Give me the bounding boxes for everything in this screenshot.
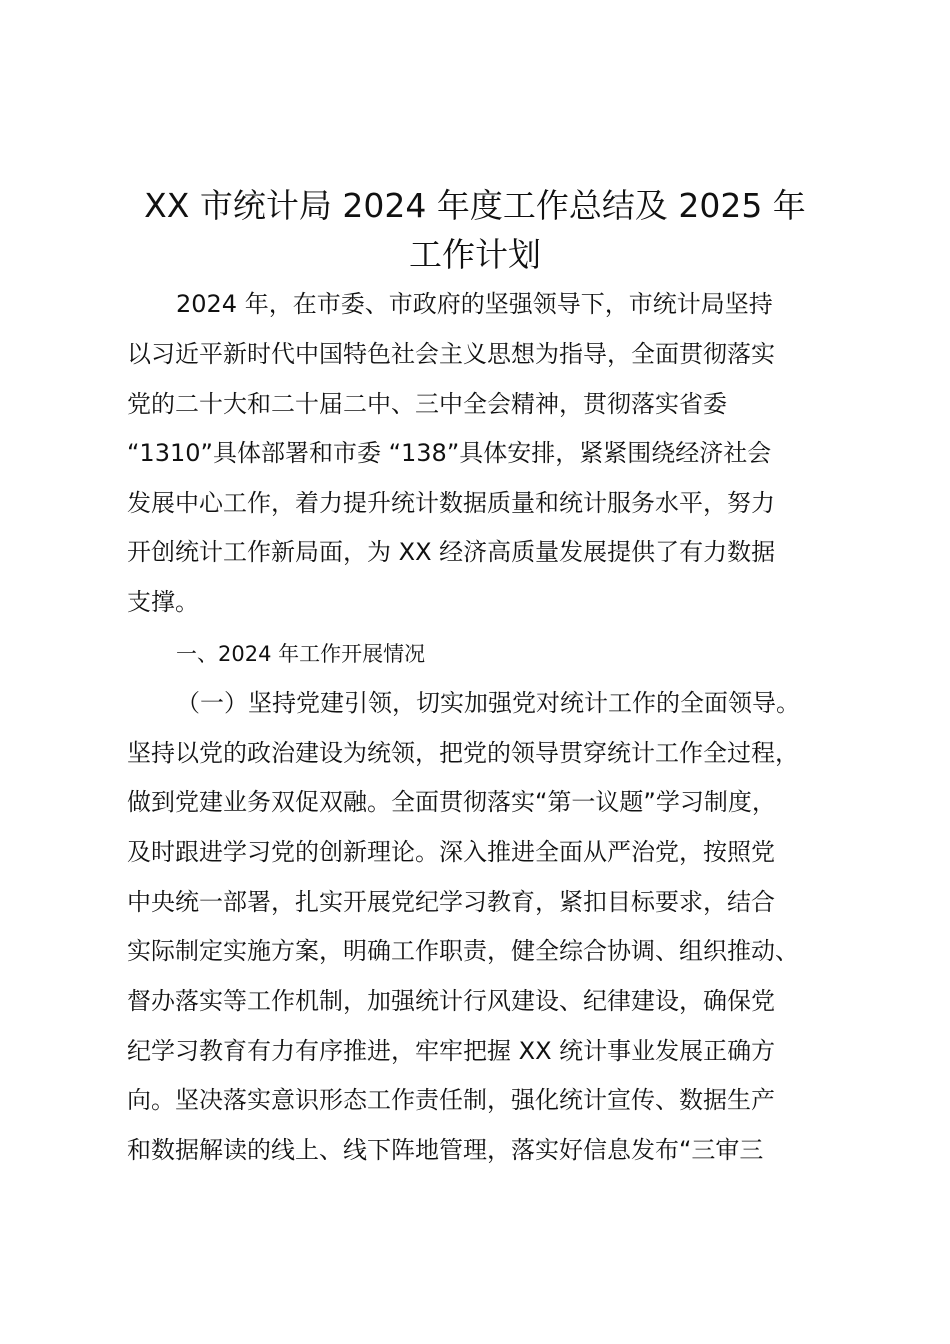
intro-line-6: 开创统计工作新局面，为 XX 经济高质量发展提供了有力数据 xyxy=(127,538,776,566)
subsection-line-10: 和数据解读的线上、线下阵地管理，落实好信息发布“三审三 xyxy=(127,1136,764,1164)
document-title-line-1: XX 市统计局 2024 年度工作总结及 2025 年 xyxy=(144,186,806,225)
document-title-line-2: 工作计划 xyxy=(409,235,541,274)
intro-line-5: 发展中心工作，着力提升统计数据质量和统计服务水平，努力 xyxy=(127,489,775,517)
intro-line-4: “1310”具体部署和市委 “138”具体安排，紧紧围绕经济社会 xyxy=(127,439,772,467)
intro-line-1: 2024 年，在市委、市政府的坚强领导下，市统计局坚持 xyxy=(176,290,773,318)
intro-line-2: 以习近平新时代中国特色社会主义思想为指导，全面贯彻落实 xyxy=(127,340,775,368)
subsection-line-1: （一）坚持党建引领，切实加强党对统计工作的全面领导。 xyxy=(176,689,800,717)
subsection-line-6: 实际制定实施方案，明确工作职责，健全综合协调、组织推动、 xyxy=(127,937,799,965)
subsection-line-9: 向。坚决落实意识形态工作责任制，强化统计宣传、数据生产 xyxy=(127,1086,775,1114)
subsection-line-7: 督办落实等工作机制，加强统计行风建设、纪律建设，确保党 xyxy=(127,987,775,1015)
subsection-line-5: 中央统一部署，扎实开展党纪学习教育，紧扣目标要求，结合 xyxy=(127,888,775,916)
section-heading: 一、2024 年工作开展情况 xyxy=(176,642,426,666)
intro-line-3: 党的二十大和二十届二中、三中全会精神，贯彻落实省委 xyxy=(127,390,727,418)
subsection-line-2: 坚持以党的政治建设为统领，把党的领导贯穿统计工作全过程， xyxy=(127,739,799,767)
subsection-line-4: 及时跟进学习党的创新理论。深入推进全面从严治党，按照党 xyxy=(127,838,775,866)
subsection-line-3: 做到党建业务双促双融。全面贯彻落实“第一议题”学习制度， xyxy=(127,788,776,816)
intro-line-7: 支撑。 xyxy=(127,588,199,616)
subsection-line-8: 纪学习教育有力有序推进，牢牢把握 XX 统计事业发展正确方 xyxy=(127,1037,776,1065)
